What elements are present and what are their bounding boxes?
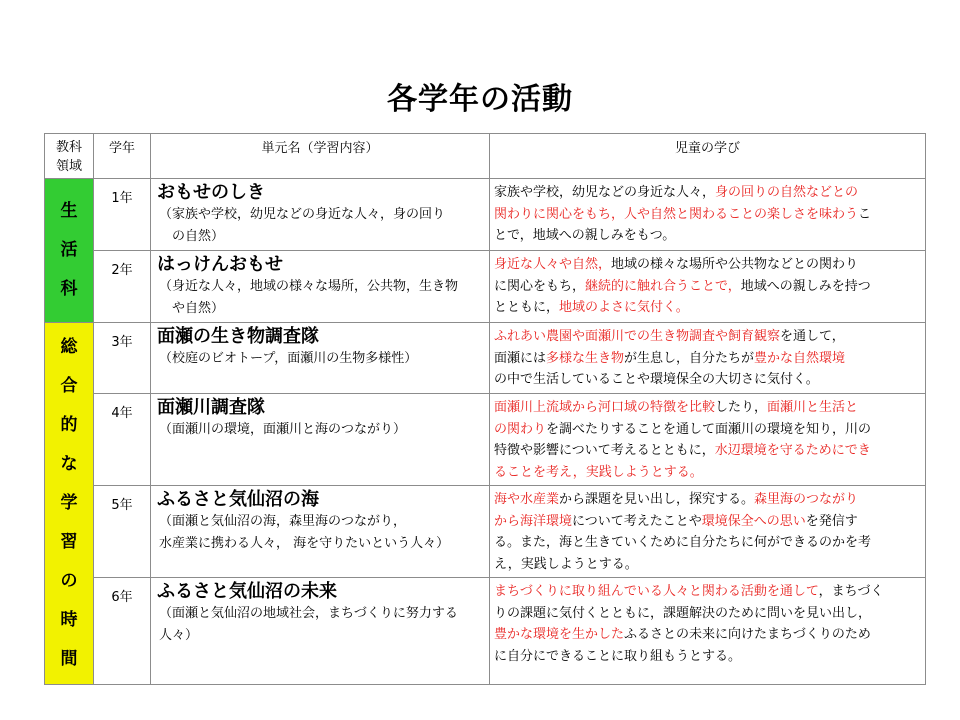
unit-desc-line: （家族や学校，幼児などの身近な人々，身の回り [159,207,446,222]
learning-text: 地域の様々な場所や公共物などとの関わり [611,257,859,272]
activities-table [44,133,926,685]
highlight-text: 面瀬川上流域から河口域の特徴を比較 [494,400,716,415]
learning-line [494,624,922,646]
learning-text: に自分にできることに取り組もうとする。 [494,648,742,664]
highlight-text: 身の回りの自然などとの [715,185,859,200]
unit-desc [157,603,485,647]
table-row [45,251,926,323]
highlight-text: 水辺環境を守るためにでき [714,443,871,458]
highlight-text: ふれあい農園や面瀬川での生き物調査や飼育観察 [494,329,781,344]
highlight-text: 継続的に触れ合うことで， [585,278,741,294]
learning-line [494,348,922,370]
highlight-text: 豊かな自然環境 [754,350,846,366]
learning-text: の中で生活していることや環境保全の大切さに気付く。 [494,372,819,387]
unit-title: おもせのしき [157,182,265,203]
table-row [45,486,926,578]
unit-desc-line: （身近な人々，地域の様々な場所，公共物，生き物 [159,279,459,294]
learning-line [494,511,922,533]
learning-line [494,397,922,419]
learning-line [494,369,922,391]
highlight-text: 環境保全への思い [701,513,806,529]
highlight-text: 人や自然と関わることの楽しさを味わう [624,206,859,222]
subject-char: 活 [60,240,78,260]
subject-char: 合 [60,376,78,396]
learning-text: について考えたことや [572,513,702,529]
highlight-text: の関わり [494,421,547,437]
learning-line [494,646,922,668]
unit-cell [151,394,490,486]
learning-line [494,419,922,441]
unit-desc-line: や自然） [159,301,225,316]
subject-char: 時 [60,610,78,630]
table-row [45,323,926,394]
learning-text: を調べたりすることを通して面瀬川の環境を知り，川の [546,421,872,437]
table-row [45,179,926,251]
grade-cell: 4年 [94,394,151,486]
learning-line [494,297,922,319]
learning-cell [490,394,926,486]
learning-text: 面瀬には [494,350,547,366]
learning-text: を発信す [805,513,858,529]
learning-line [494,532,922,554]
unit-desc-line: （校庭のビオトープ，面瀬川の生物多様性） [159,351,418,366]
unit-desc [157,511,485,555]
learning-text: から課題を見い出し，探究する。 [559,492,755,507]
learning-line [494,182,922,204]
subject-char: 生 [60,201,78,221]
highlight-text: 多様な生き物 [546,350,625,366]
unit-title: はっけんおもせ [157,254,283,275]
learning-text: とで，地域への親しみをもつ。 [494,228,676,243]
learning-text: が生息し，自分たちが [624,350,755,366]
grade-cell: 2年 [94,251,151,323]
learning-text: りの課題に気付くとともに，課題解決のために問いを見い出し， [494,605,872,621]
header-subject-line2: 領域 [55,159,82,174]
unit-desc [157,348,485,370]
learning-line [494,581,922,603]
grade-cell: 5年 [94,486,151,578]
learning-cell [490,323,926,394]
unit-title: 面瀬川調査隊 [157,397,265,418]
learning-cell [490,251,926,323]
learning-text: る。また，海と生きていくために自分たちに何ができるのかを考 [494,535,872,550]
learning-text: こ [858,206,872,222]
unit-title: ふるさと気仙沼の海 [157,489,319,510]
unit-desc [157,204,485,248]
table-row [45,578,926,685]
table-row [45,394,926,486]
subject-char: 間 [60,649,78,669]
learning-text: ，まちづく [818,584,884,599]
page-title: 各学年の活動 [387,82,573,117]
unit-desc-line: 人々） [159,628,199,643]
subject-char: 総 [60,337,78,357]
subject-char: 習 [60,532,78,552]
unit-cell [151,578,490,685]
learning-line [494,225,922,247]
learning-text: ふるさとの未来に向けたまちづくりのため [624,627,871,642]
unit-cell [151,179,490,251]
learning-cell [490,578,926,685]
learning-cell [490,486,926,578]
learning-text: に関心をもち， [494,278,586,294]
learning-line [494,462,922,484]
unit-desc [157,419,485,441]
header-unit: 単元名（学習内容） [151,134,490,179]
highlight-text: 海や水産業 [494,492,560,507]
subject-char: 学 [60,493,78,513]
header-row [45,134,926,179]
highlight-text: 豊かな環境を生かした [494,627,625,642]
unit-desc [157,276,485,320]
learning-line [494,276,922,298]
header-subject [45,134,94,179]
grade-cell: 6年 [94,578,151,685]
header-learning: 児童の学び [490,134,926,179]
highlight-text: ることを考え，実践しようとする。 [494,464,703,480]
highlight-text: まちづくりに取り組んでいる人々と関わる活動を通して [494,584,819,599]
unit-desc-line: の自然） [159,229,225,244]
highlight-text: 身近な人々や自然， [494,257,612,272]
learning-text: を通して， [780,329,845,344]
learning-line [494,254,922,276]
learning-text: え，実践しようとする。 [494,556,638,572]
unit-desc-line: 水産業に携わる人々， 海を守りたいという人々） [159,536,450,551]
subject-seikatsu [45,179,94,323]
grade-cell: 3年 [94,323,151,394]
unit-desc-line: （面瀬と気仙沼の海，森里海のつながり， [159,514,407,529]
highlight-text: 地域のよさに気付く。 [559,300,689,315]
learning-line [494,603,922,625]
subject-char: 的 [60,415,78,435]
learning-line [494,440,922,462]
subject-char: な [60,454,78,474]
unit-desc-line: （面瀬と気仙沼の地域社会，まちづくりに努力する [159,606,458,621]
subject-char: の [60,571,78,591]
highlight-text: 森里海のつながり [754,492,859,507]
learning-line [494,326,922,348]
grade-cell: 1年 [94,179,151,251]
unit-desc-line: （面瀬川の環境，面瀬川と海のつながり） [159,422,407,437]
learning-text: したり， [715,400,768,415]
learning-line [494,554,922,576]
subject-sogo [45,323,94,685]
highlight-text: から海洋環境 [494,513,573,529]
header-grade: 学年 [94,134,151,179]
learning-cell [490,179,926,251]
unit-cell [151,323,490,394]
learning-line [494,204,922,226]
header-subject-line1: 教科 [55,140,82,155]
unit-title: ふるさと気仙沼の未来 [157,581,337,602]
learning-line [494,489,922,511]
highlight-text: 面瀬川と生活と [767,400,859,415]
learning-text: 特徴や影響について考えるとともに， [494,443,715,458]
subject-char: 科 [60,279,78,299]
learning-text: とともに， [494,300,560,315]
unit-cell [151,251,490,323]
learning-text: 地域への親しみを持つ [740,278,871,294]
unit-cell [151,486,490,578]
learning-text: 家族や学校，幼児などの身近な人々， [494,185,716,200]
highlight-text: 関わりに関心をもち， [494,206,625,222]
unit-title: 面瀬の生き物調査隊 [157,326,319,347]
